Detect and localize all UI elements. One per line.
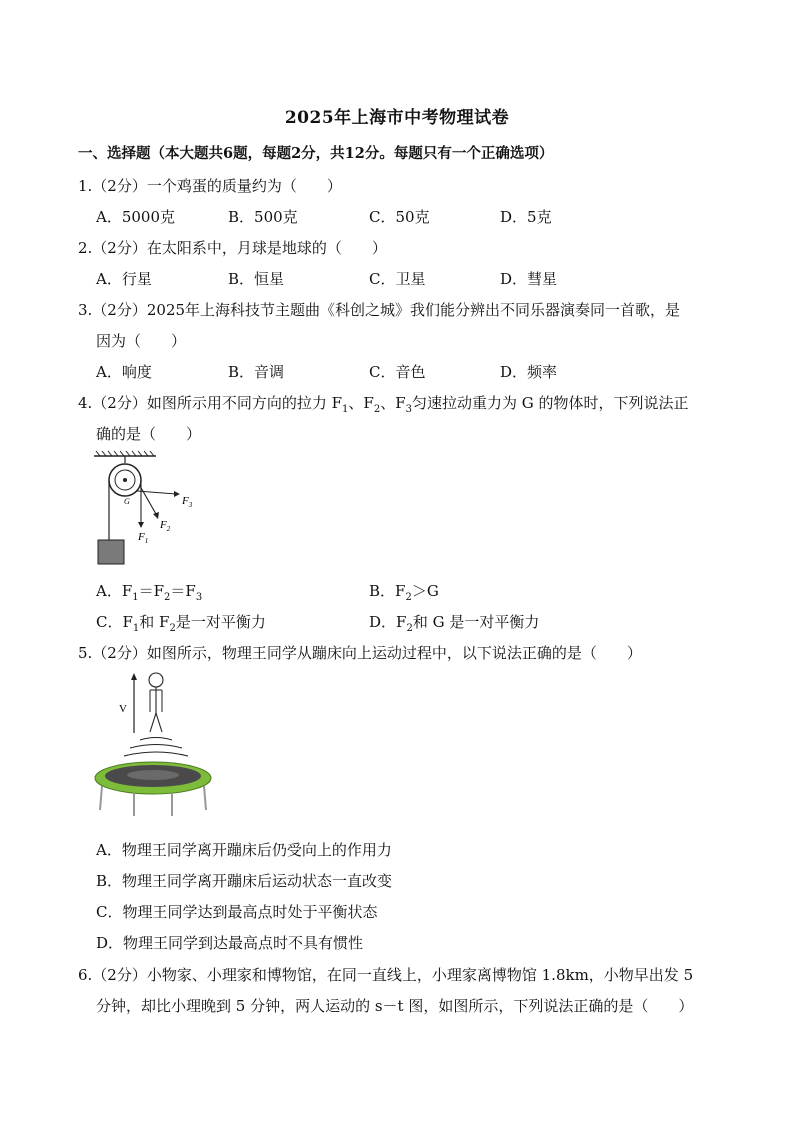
q3-option-a: A．响度 <box>96 363 152 381</box>
label-g: G <box>124 497 130 506</box>
force-f2-arrow <box>153 512 159 519</box>
section-heading: 一、选择题（本大题共6题，每题2分，共12分。每题只有一个正确选项） <box>78 145 554 162</box>
trampoline-figure <box>90 668 220 818</box>
weight-block <box>98 540 124 564</box>
label-f1: $F_1$ <box>138 531 149 545</box>
q5-option-c: C．物理王同学达到最高点时处于平衡状态 <box>96 903 378 921</box>
motion-line-1 <box>140 738 172 741</box>
person-leg-left <box>150 713 156 732</box>
question-6-stem: 6.（2分）小物家、小理家和博物馆，在同一直线上，小理家离博物馆 1.8km，小物早出发 5 <box>78 966 694 984</box>
q5-option-b: B．物理王同学离开蹦床后运动状态一直改变 <box>96 872 393 890</box>
question-3-stem-cont: 因为（ ） <box>96 332 187 350</box>
force-f2-line <box>140 486 156 514</box>
question-1-stem: 1.（2分）一个鸡蛋的质量约为（ ） <box>78 177 342 195</box>
q4-option-a: A．$F_1=F_2=F_3$ <box>96 582 203 603</box>
motion-line-2 <box>130 745 182 749</box>
label-f2: $F_2$ <box>160 519 171 533</box>
trampoline-leg-1 <box>100 786 102 810</box>
question-2-stem: 2.（2分）在太阳系中，月球是地球的（ ） <box>78 239 387 257</box>
q3-option-c: C．音色 <box>369 363 426 381</box>
question-5-stem: 5.（2分）如图所示，物理王同学从蹦床向上运动过程中，以下说法正确的是（ ） <box>78 644 642 662</box>
q4-option-c: C．$F_1$和 $F_2$是一对平衡力 <box>96 613 266 634</box>
force-f3-arrow <box>174 491 180 497</box>
question-6-stem-cont: 分钟，却比小理晚到 5 分钟，两人运动的 s－t 图，如图所示，下列说法正确的是（ ） <box>96 997 694 1015</box>
q1-option-c: C．50克 <box>369 208 430 226</box>
person-leg-right <box>156 713 162 732</box>
q3-option-d: D．频率 <box>500 363 558 381</box>
q4-option-d: D．$F_2$和 G 是一对平衡力 <box>369 613 540 634</box>
person-head <box>149 673 163 687</box>
question-3-stem: 3.（2分）2025年上海科技节主题曲《科创之城》我们能分辨出不同乐器演奏同一首歌，是 <box>78 301 681 319</box>
q2-option-b: B．恒星 <box>228 270 285 288</box>
velocity-arrow <box>131 673 137 680</box>
q1-option-a: A．5000克 <box>96 208 176 226</box>
q1-option-b: B．500克 <box>228 208 298 226</box>
q2-option-c: C．卫星 <box>369 270 426 288</box>
q1-option-d: D．5克 <box>500 208 552 226</box>
label-f3: $F_3$ <box>182 495 193 509</box>
page-title: 2025年上海市中考物理试卷 <box>284 108 510 128</box>
q4-option-b: B．$F_2>G$ <box>369 582 439 603</box>
trampoline-mat-center <box>127 770 179 780</box>
q2-option-d: D．彗星 <box>500 270 558 288</box>
question-4-stem: 4.（2分）如图所示用不同方向的拉力 $F_1$、$F_2$、$F_3$匀速拉动重力为 G 的物体时，下列说法正 <box>78 394 689 415</box>
q5-option-a: A．物理王同学离开蹦床后仍受向上的作用力 <box>96 841 392 859</box>
pulley-figure <box>90 450 210 570</box>
velocity-label: V <box>119 703 127 715</box>
q2-option-a: A．行星 <box>96 270 152 288</box>
q5-option-d: D．物理王同学到达最高点时不具有惯性 <box>96 934 364 952</box>
question-4-stem-cont: 确的是（ ） <box>96 425 202 443</box>
pulley-axle <box>123 478 127 482</box>
motion-line-3 <box>124 752 188 756</box>
force-f1-arrow <box>138 522 144 528</box>
trampoline-leg-4 <box>204 786 206 810</box>
force-f3-line <box>137 491 176 494</box>
q3-option-b: B．音调 <box>228 363 285 381</box>
